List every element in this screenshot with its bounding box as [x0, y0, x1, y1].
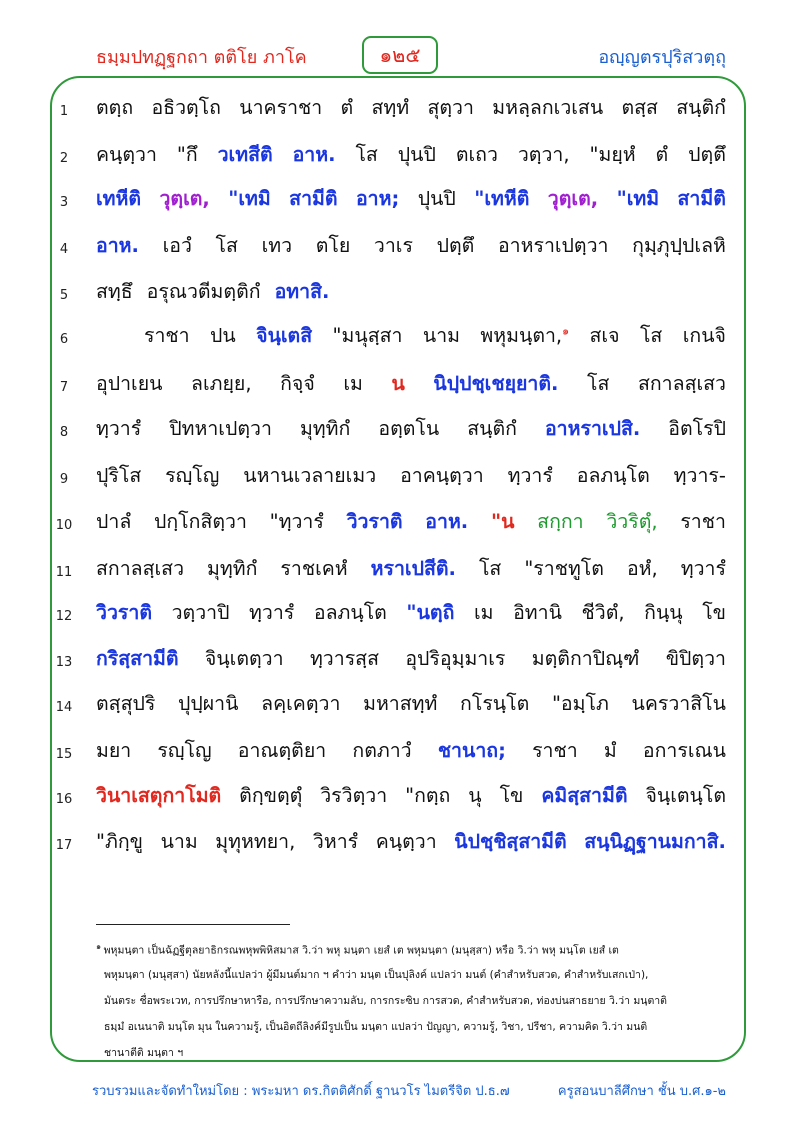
text-line: [96, 688, 726, 719]
word: รญฺโญ: [165, 464, 220, 487]
word: นิปฺปชฺเชยฺยาติ.: [433, 372, 559, 395]
text-line: [96, 183, 726, 214]
word: นิปชฺชิสฺสามีติ: [454, 830, 567, 853]
word: หราเปสีติ.: [370, 557, 456, 580]
word: วุตฺเต,: [547, 187, 599, 210]
text-line: [96, 413, 726, 444]
word: ลเภยฺย,: [191, 372, 252, 395]
word: วเทสีติ: [217, 143, 273, 166]
word: ราชา: [532, 739, 578, 762]
word: คมิสฺสามีติ: [541, 784, 628, 807]
word: นครวาสิโน: [631, 692, 726, 715]
word: จินฺเตตฺวา: [204, 647, 284, 670]
word: สกาลสฺเสว: [96, 557, 185, 580]
word: นาคราชา: [239, 96, 323, 119]
word: ปิทหาเปตฺวา: [169, 417, 272, 440]
word: กโรนฺโต: [460, 692, 530, 715]
word: ตํ: [655, 143, 669, 166]
word: มุทฺทิกํ: [207, 557, 258, 580]
word: ปุปฺผานิ: [178, 692, 239, 715]
word: ชานาถ;: [437, 739, 506, 762]
word: อการเณน: [642, 739, 726, 762]
text-line: [96, 506, 726, 537]
text-line: [96, 139, 726, 170]
word: โส: [639, 324, 663, 347]
word: สามีติ: [289, 187, 338, 210]
word: ตสฺส: [621, 96, 658, 119]
word: อลภนฺโต: [576, 464, 650, 487]
line-number: 17: [55, 838, 73, 853]
word: ตสฺสุปริ: [96, 692, 156, 715]
word: วตฺวา,: [517, 143, 570, 166]
word: มหลฺลกเวเสน: [492, 96, 604, 119]
word: กุมฺภุปฺปเลหิ: [632, 234, 726, 257]
line-number: 13: [55, 655, 73, 670]
word: อลภนฺโต: [313, 601, 387, 624]
word: นาม: [422, 324, 461, 347]
word: อหํ,: [626, 557, 658, 580]
word: ลคฺเคตฺวา: [261, 692, 341, 715]
word: น: [391, 372, 405, 395]
word: วตฺวาปิ: [171, 601, 230, 624]
word: กตภาวํ: [352, 739, 412, 762]
line-number: 11: [55, 565, 73, 580]
word: เกนจิ: [682, 324, 726, 347]
line-number: 5: [59, 288, 69, 303]
word: เทหีติ: [96, 187, 142, 210]
word: ทฺวารํ: [680, 557, 726, 580]
word: กิจฺจํ: [280, 372, 315, 395]
footnote-mark: ๑: [96, 942, 104, 951]
text-line: [96, 826, 726, 857]
footnote-rule: [96, 924, 290, 925]
word: วินาเสตุกาโมติ: [96, 784, 222, 807]
footnote-line: ธมฺมํ อเนนาติ มนฺโต มุน ในความรู้, เป็นอิตถีลิงค์มีรูปเป็น มนฺตา แปลว่า ปัญญา, ความรู้, วิชา, ปรีชา, ความคิด วิ.ว่า มนติ: [104, 1021, 648, 1033]
word: มตฺติกาปิณฺฑํ: [531, 647, 640, 670]
word: เม: [343, 372, 363, 395]
word: ปุนปิ: [397, 143, 436, 166]
word: โข: [702, 601, 726, 624]
word: ทฺวารสฺส: [309, 647, 379, 670]
word: คนฺตฺวา: [375, 830, 437, 853]
word: อทาสิ.: [274, 280, 330, 303]
word: ติกฺขตฺตุํ: [239, 784, 303, 807]
word: มํ: [603, 739, 617, 762]
word: "กตฺถ: [405, 784, 451, 807]
text-line: [96, 597, 726, 628]
line-number: 2: [59, 151, 69, 166]
word: อุปริอุมฺมาเร: [405, 647, 506, 670]
line-number: 16: [55, 792, 73, 807]
word: ทฺวารํ: [507, 464, 553, 487]
text-line: [96, 276, 726, 307]
word: ราชา: [680, 510, 726, 533]
footnote-line: มันตระ ชื่อพระเวท, การปรึกษาหารือ, การปรึกษาความลับ, การกระซิบ การสวด, คำสำหรับสวด, ท่องบ่นสาธยาย วิ.ว่า มนฺตาติ: [104, 995, 667, 1007]
text-line: [96, 230, 726, 261]
line-number: 1: [59, 104, 69, 119]
word: "มยฺหํ: [589, 143, 636, 166]
word: สนฺติกํ: [467, 417, 517, 440]
footnote-line: พหุมนฺตา (มนุสฺสา) นัยหลังนี้แปลว่า ผู้มีมนต์มาก ฯ คำว่า มนฺต เป็นปุลิงค์ แปลว่า มนต์ (คำสำหรับสวด, คำสำหรับเสกเป่า),: [104, 969, 649, 981]
word: "เทมิ: [228, 187, 271, 210]
line-number: 10: [55, 518, 73, 533]
word: "มนุสฺสา: [332, 324, 403, 347]
word: สกฺกา: [537, 510, 584, 533]
word: อาหราเปตฺวา: [497, 234, 609, 257]
footnote-line: $^๑$ พหุมนฺตา เป็นฉัฏฐีตุลยาธิกรณพหุพพิหิสมาส วิ.ว่า พหุ มนฺตา เยสํ เต พหุมนฺตา (มนุสฺสา) หรือ วิ.ว่า พหุ มนฺโต เยสํ เต: [96, 942, 619, 957]
word: อาคนฺตฺวา: [400, 464, 484, 487]
line-number: 15: [55, 747, 73, 762]
word: อาห.: [425, 510, 469, 533]
word: มหาสทฺทํ: [363, 692, 438, 715]
word: วิวริตุํ,: [606, 510, 658, 533]
line-number: 6: [59, 332, 69, 347]
word: อาห;: [355, 187, 400, 210]
line-number: 12: [55, 609, 73, 624]
word: คนฺตฺวา: [96, 143, 157, 166]
text-line: [96, 780, 726, 811]
word: มุทฺทิกํ: [299, 417, 351, 440]
text-line: [96, 460, 726, 491]
word: "เทมิ: [616, 187, 660, 210]
word: สนฺนิฏฺฐานมกาสิ.: [584, 830, 726, 853]
word: อตฺตโน: [378, 417, 440, 440]
word: "กึ: [176, 143, 198, 166]
word: สามีติ: [677, 187, 726, 210]
line-number: 8: [59, 425, 69, 440]
word: จินฺเตสิ: [256, 324, 313, 347]
word: "ภิกฺขู: [96, 830, 143, 853]
word: อาณตฺติยา: [237, 739, 327, 762]
word: "นตฺถิ: [406, 601, 455, 624]
word: "ราชทูโต: [524, 557, 604, 580]
text-line: [96, 368, 726, 399]
word: ราชเคหํ: [280, 557, 348, 580]
word: สทฺทํ: [371, 96, 410, 119]
word: กินฺนุ: [644, 601, 683, 624]
word: อุปาเยน: [96, 372, 163, 395]
word: สนฺติกํ: [676, 96, 726, 119]
word: โส: [215, 234, 238, 257]
word: ตเถว: [455, 143, 498, 166]
word: อิตโรปิ: [668, 417, 726, 440]
word: นหานเวลายเมว: [243, 464, 377, 487]
word: อาห.: [292, 143, 336, 166]
word: โส: [355, 143, 378, 166]
word: สทฺธึ: [96, 280, 133, 303]
text-line: [96, 735, 726, 766]
word: "น: [490, 510, 515, 533]
line-number: 14: [55, 700, 73, 715]
text-line: [96, 320, 726, 351]
footer-compiler: รวบรวมและจัดทำใหม่โดย : พระมหา ดร.กิตติศักดิ์ ฐานวโร ไมตรีจิต ป.ธ.๗: [92, 1084, 510, 1099]
word: พหุมนฺตา,$^๑$: [480, 324, 570, 347]
word: ขิปิตฺวา: [665, 647, 726, 670]
text-line: [96, 553, 726, 584]
word: ชีวิตํ,: [581, 601, 625, 624]
word: ปุริโส: [96, 464, 142, 487]
word: ทฺวารํ: [249, 601, 295, 624]
word: ปตฺตึ: [688, 143, 726, 166]
line-number: 3: [59, 195, 69, 210]
footnote-marker: ๑: [562, 324, 570, 338]
word: วุตฺเต,: [159, 187, 210, 210]
page-number: ๑๒๕: [362, 36, 438, 74]
word: "ทฺวารํ: [269, 510, 324, 533]
word: วิรวิตฺวา: [320, 784, 388, 807]
word: อาหราเปสิ.: [544, 417, 641, 440]
word: ปน: [210, 324, 236, 347]
word: ปกฺโกสิตฺวา: [154, 510, 247, 533]
word: วิวราติ: [346, 510, 403, 533]
word: อิทานิ: [513, 601, 562, 624]
word: โส: [587, 372, 610, 395]
word: ตํ: [340, 96, 354, 119]
word: สุตฺวา: [427, 96, 474, 119]
text-line: [96, 92, 726, 123]
word: มยา: [96, 739, 132, 762]
line-number: 9: [59, 472, 69, 487]
word: วิวราติ: [96, 601, 152, 624]
footer-course: ครูสอนบาลีศึกษา ชั้น บ.ศ.๑-๒: [557, 1084, 726, 1099]
line-number: 4: [59, 242, 69, 257]
word: ตโย: [315, 234, 351, 257]
text-line: [96, 643, 726, 674]
word: เม: [473, 601, 494, 624]
word: ปุนปิ: [417, 187, 456, 210]
word: วิหารํ: [312, 830, 359, 853]
header-title: ธมฺมปทฏฺฐกถา ตติโย ภาโค: [96, 47, 307, 68]
word: โส: [478, 557, 502, 580]
line-number: 7: [59, 380, 69, 395]
word: ปาลํ: [96, 510, 132, 533]
word: สกาลสฺเสว: [637, 372, 726, 395]
word: นาม: [160, 830, 198, 853]
word: โข: [499, 784, 524, 807]
word: เอวํ: [162, 234, 192, 257]
footnote-line: ชานาตีติ มนฺตา ฯ: [104, 1047, 184, 1059]
word: "เทหีติ: [474, 187, 530, 210]
word: "อมฺโภ: [551, 692, 609, 715]
word: มุทุหทยา,: [215, 830, 296, 853]
word: ทฺวารํ: [96, 417, 142, 440]
word: สเจ: [589, 324, 620, 347]
word: ราชา: [144, 324, 190, 347]
word: จินฺเตนฺโต: [645, 784, 726, 807]
word: นุ: [468, 784, 482, 807]
word: ตตฺถ: [96, 96, 134, 119]
word: เทว: [261, 234, 293, 257]
word: ปตฺตึ: [436, 234, 475, 257]
word: อธิวตฺโถ: [151, 96, 221, 119]
word: รญฺโญ: [157, 739, 212, 762]
word: อาห.: [96, 234, 139, 257]
word: อรุณวตีมตฺติกํ: [146, 280, 261, 303]
word: ทฺวาร-: [673, 464, 726, 487]
word: กริสฺสามีติ: [96, 647, 179, 670]
story-title: อญฺญตรปุริสวตฺถุ: [598, 47, 726, 68]
word: วาเร: [373, 234, 413, 257]
